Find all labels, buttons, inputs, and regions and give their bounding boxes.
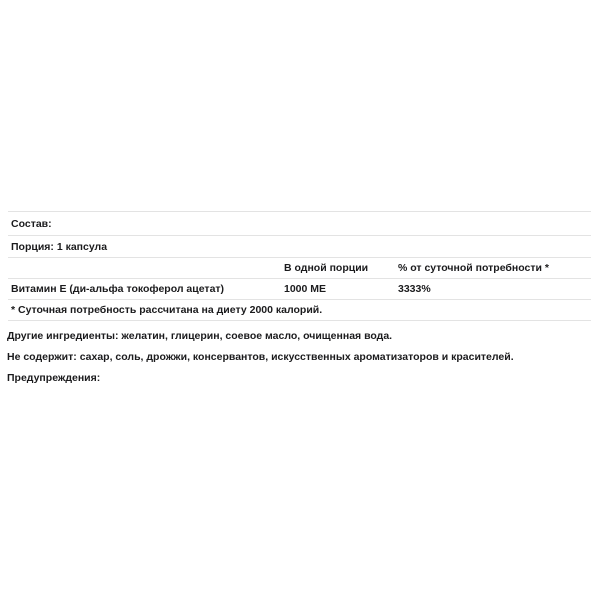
table-header-row — [8, 257, 591, 278]
does-not-contain-text: Не содержит: сахар, соль, дрожжи, консервантов, искусственных ароматизаторов и красителей. — [7, 351, 514, 363]
other-ingredients-text: Другие ингредиенты: желатин, глицерин, соевое масло, очищенная вода. — [7, 330, 393, 342]
nutrient-amount: 1000 МЕ — [284, 283, 327, 295]
composition-label: Состав: — [11, 217, 52, 230]
daily-value-column-header: % от суточной потребности * — [398, 262, 549, 274]
footnote-row — [8, 299, 591, 320]
nutrient-row — [8, 278, 591, 299]
product-details-section — [7, 326, 590, 389]
nutrient-name: Витамин E (ди-альфа токоферол ацетат) — [11, 283, 225, 295]
supplement-facts-table — [8, 211, 591, 321]
daily-value-footnote: * Суточная потребность рассчитана на диету 2000 калорий. — [11, 304, 323, 316]
per-serving-column-header: В одной порции — [284, 262, 369, 274]
composition-row — [8, 211, 591, 235]
nutrient-daily-value: 3333% — [398, 283, 431, 295]
serving-size-label: Порция: 1 капсула — [11, 240, 108, 253]
warnings-label: Предупреждения: — [7, 372, 101, 384]
serving-size-row — [8, 235, 591, 257]
